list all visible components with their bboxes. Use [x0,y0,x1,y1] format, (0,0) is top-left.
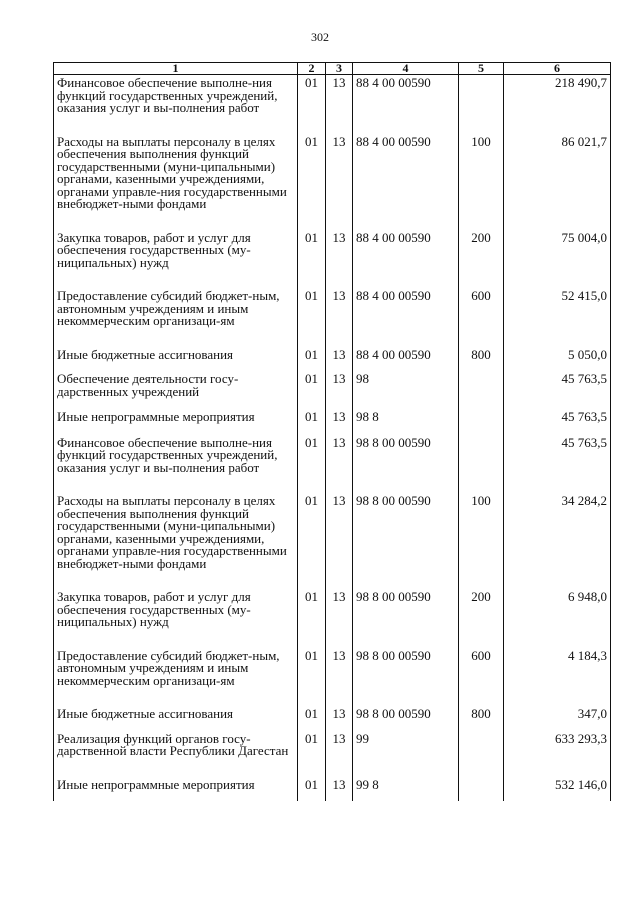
row-amount: 75 004,0 [504,230,611,289]
row-subsection: 13 [326,648,353,707]
row-section: 01 [298,435,326,494]
table-row [54,706,611,731]
row-section: 01 [298,134,326,230]
row-expense-type: 800 [459,347,504,372]
table-row [54,589,611,648]
col-header-expense-type: 5 [459,63,504,75]
table-row [54,493,611,589]
row-target-code: 98 8 00 00590 [353,589,459,648]
row-target-code: 88 4 00 00590 [353,134,459,230]
row-expense-type: 600 [459,648,504,707]
row-subsection: 13 [326,777,353,802]
table-row [54,371,611,409]
row-section: 01 [298,731,326,777]
row-section: 01 [298,347,326,372]
table-row [54,75,611,134]
col-header-target-code: 4 [353,63,459,75]
row-section: 01 [298,230,326,289]
row-expense-type [459,409,504,435]
row-section: 01 [298,288,326,347]
budget-table [53,62,611,801]
table-row [54,409,611,435]
row-expense-type: 100 [459,493,504,589]
col-header-description: 1 [54,63,298,75]
row-amount: 218 490,7 [504,75,611,134]
row-target-code: 88 4 00 00590 [353,347,459,372]
row-target-code: 98 8 00 00590 [353,493,459,589]
row-description: Расходы на выплаты персоналу в целях обеспечения выполнения функций государственными (муни-ципальными) органами, казенными учреждениями, органами управле-ния государственными внебюджет-ными фондами [54,134,298,230]
row-expense-type [459,371,504,409]
row-subsection: 13 [326,75,353,134]
row-description: Реализация функций органов госу-дарственной власти Республики Дагестан [54,731,298,777]
row-expense-type [459,75,504,134]
row-subsection: 13 [326,409,353,435]
row-expense-type [459,777,504,802]
row-amount: 633 293,3 [504,731,611,777]
row-amount: 6 948,0 [504,589,611,648]
row-amount: 4 184,3 [504,648,611,707]
row-description: Закупка товаров, работ и услуг для обеспечения государственных (му-ниципальных) нужд [54,230,298,289]
row-description: Иные непрограммные мероприятия [54,777,298,802]
table-row [54,731,611,777]
row-amount: 86 021,7 [504,134,611,230]
row-description: Расходы на выплаты персоналу в целях обеспечения выполнения функций государственными (муни-ципальными) органами, казенными учреждениями, органами управле-ния государственными внебюджет-ными фондами [54,493,298,589]
row-expense-type [459,435,504,494]
row-description: Предоставление субсидий бюджет-ным, автономным учреждениям и иным некоммерческим организаци-ям [54,288,298,347]
row-description: Закупка товаров, работ и услуг для обеспечения государственных (му-ниципальных) нужд [54,589,298,648]
row-subsection: 13 [326,435,353,494]
row-expense-type: 600 [459,288,504,347]
row-description: Обеспечение деятельности госу-дарственных учреждений [54,371,298,409]
row-section: 01 [298,75,326,134]
row-target-code: 88 4 00 00590 [353,230,459,289]
row-section: 01 [298,589,326,648]
row-expense-type [459,731,504,777]
row-subsection: 13 [326,288,353,347]
col-header-amount: 6 [504,63,611,75]
row-description: Иные бюджетные ассигнования [54,706,298,731]
table-row [54,347,611,372]
row-target-code: 98 8 [353,409,459,435]
col-header-subsection: 3 [326,63,353,75]
row-target-code: 98 8 00 00590 [353,706,459,731]
row-amount: 45 763,5 [504,371,611,409]
row-section: 01 [298,371,326,409]
page-number: 302 [311,30,329,44]
row-expense-type: 200 [459,230,504,289]
row-target-code: 88 4 00 00590 [353,288,459,347]
row-section: 01 [298,706,326,731]
row-subsection: 13 [326,589,353,648]
row-amount: 5 050,0 [504,347,611,372]
row-description: Предоставление субсидий бюджет-ным, автономным учреждениям и иным некоммерческим организаци-ям [54,648,298,707]
table-row [54,777,611,802]
row-subsection: 13 [326,706,353,731]
row-subsection: 13 [326,493,353,589]
row-amount: 532 146,0 [504,777,611,802]
row-amount: 34 284,2 [504,493,611,589]
row-section: 01 [298,777,326,802]
row-subsection: 13 [326,371,353,409]
row-section: 01 [298,409,326,435]
row-target-code: 98 [353,371,459,409]
row-expense-type: 800 [459,706,504,731]
row-target-code: 88 4 00 00590 [353,75,459,134]
table-row [54,230,611,289]
row-section: 01 [298,493,326,589]
table-row [54,435,611,494]
row-amount: 52 415,0 [504,288,611,347]
row-subsection: 13 [326,347,353,372]
row-subsection: 13 [326,134,353,230]
row-description: Иные непрограммные мероприятия [54,409,298,435]
table-row [54,648,611,707]
row-amount: 347,0 [504,706,611,731]
row-target-code: 99 [353,731,459,777]
table-header-row [54,63,611,75]
row-amount: 45 763,5 [504,435,611,494]
table-row [54,134,611,230]
row-expense-type: 200 [459,589,504,648]
row-description: Финансовое обеспечение выполне-ния функций государственных учреждений, оказания услуг и вы-полнения работ [54,75,298,134]
row-section: 01 [298,648,326,707]
row-description: Иные бюджетные ассигнования [54,347,298,372]
row-target-code: 98 8 00 00590 [353,648,459,707]
col-header-section: 2 [298,63,326,75]
row-description: Финансовое обеспечение выполне-ния функций государственных учреждений, оказания услуг и вы-полнения работ [54,435,298,494]
row-expense-type: 100 [459,134,504,230]
row-target-code: 98 8 00 00590 [353,435,459,494]
row-target-code: 99 8 [353,777,459,802]
row-subsection: 13 [326,731,353,777]
table-row [54,288,611,347]
row-amount: 45 763,5 [504,409,611,435]
row-subsection: 13 [326,230,353,289]
